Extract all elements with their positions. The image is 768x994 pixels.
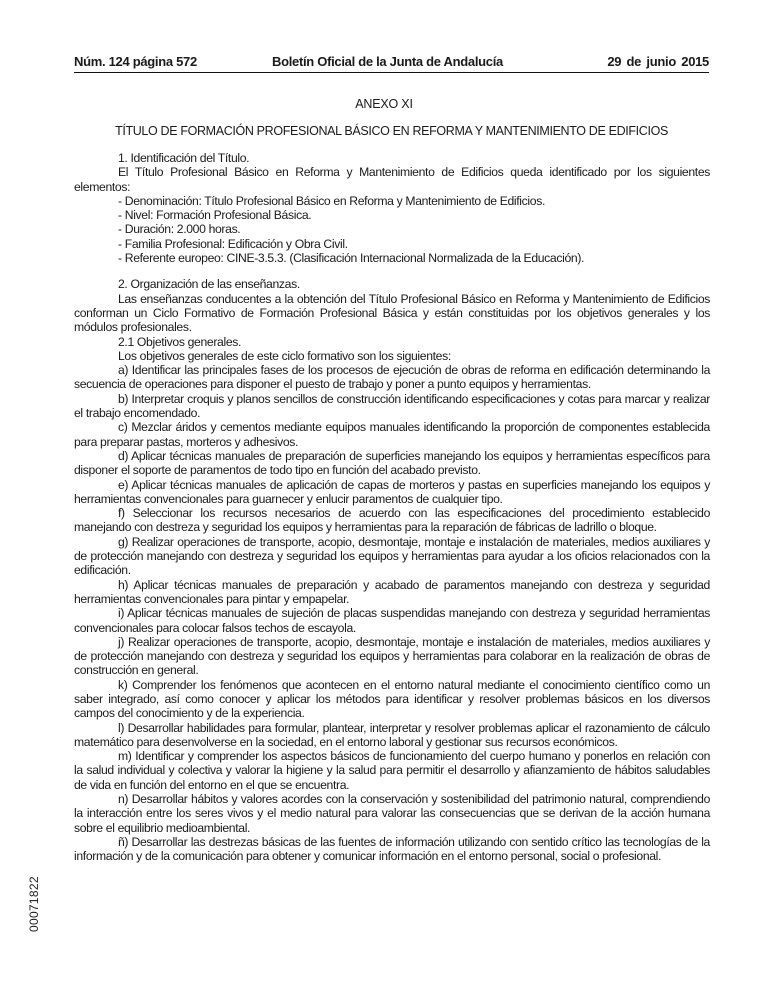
section-2-heading: 2. Organización de las enseñanzas. xyxy=(118,277,300,292)
objective-b: b) Interpretar croquis y planos sencillos de construcción identificando especificaciones y cotas para marcar y realizar el trabajo encomendado. xyxy=(74,391,710,421)
objective-g: g) Realizar operaciones de transporte, acopio, desmontaje, montaje e instalación de materiales, medios auxiliares y de protección manejando con destreza y seguridad los equipos y herramientas para ayudar a los oficios relacionados con la edificación. xyxy=(74,534,710,578)
list-item: - Duración: 2.000 horas. xyxy=(118,222,241,237)
subsection-2-1-intro: Los objetivos generales de este ciclo formativo son los siguientes: xyxy=(118,348,451,363)
objective-enye: ñ) Desarrollar las destrezas básicas de las fuentes de información utilizando con sentido crítico las tecnologías de la información y de la comunicación para obtener y comunicar información en el entorno personal, social o profesional. xyxy=(74,834,710,864)
objective-i: i) Aplicar técnicas manuales de sujeción de placas suspendidas manejando con destreza y seguridad herramientas convencionales para colocar falsos techos de escayola. xyxy=(74,606,710,635)
objective-j: j) Realizar operaciones de transporte, acopio, desmontaje, montaje e instalación de materiales, medios auxiliares y de protección manejando con destreza y seguridad los equipos y herramientas para colaborar en la realización de obras de construcción en general. xyxy=(74,634,710,678)
objective-k: k) Comprender los fenómenos que acontecen en el entorno natural mediante el conocimiento científico como un saber integrado, así como conocer y aplicar los métodos para identificar y resolver problemas básicos en los diversos campos del conocimiento y de la experiencia. xyxy=(74,677,710,721)
objective-a: a) Identificar las principales fases de los procesos de ejecución de obras de reforma en edificación determinando la secuencia de operaciones para disponer el puesto de trabajo y poner a punto equipos y herramientas. xyxy=(74,363,710,392)
objective-c: c) Mezclar áridos y cementos mediante equipos manuales identificando la proporción de componentes establecida para preparar pastas, morteros y adhesivos. xyxy=(74,420,710,449)
publication-name: Boletín Oficial de la Junta de Andalucía xyxy=(272,54,503,69)
list-item: - Nivel: Formación Profesional Básica. xyxy=(118,208,312,223)
objective-l: l) Desarrollar habilidades para formular, plantear, interpretar y resolver problemas aplicar el razonamiento de cálculo matemático para desenvolverse en la sociedad, en el entorno laboral y gestionar sus recursos económicos. xyxy=(74,720,710,749)
annex-label: ANEXO XI xyxy=(355,97,413,111)
objective-e: e) Aplicar técnicas manuales de aplicación de capas de morteros y pastas en superficies manejando los equipos y herramientas convencionales para guarnecer y enlucir paramentos de cualquier tipo. xyxy=(74,477,710,506)
document-side-code: 00071822 xyxy=(27,876,41,932)
objective-m: m) Identificar y comprender los aspectos básicos de funcionamiento del cuerpo humano y ponerlos en relación con la salud individual y colectiva y valorar la higiene y la salud para permitir el desarrollo y afianzamiento de hábitos saludables de vida en función del entorno en el que se encuentra. xyxy=(74,749,710,792)
subsection-2-1-heading: 2.1 Objetivos generales. xyxy=(118,334,242,349)
document-title: TÍTULO DE FORMACIÓN PROFESIONAL BÁSICO EN REFORMA Y MANTENIMIENTO DE EDIFICIOS xyxy=(115,124,668,138)
objective-d: d) Aplicar técnicas manuales de preparación de superficies manejando los equipos y herramientas específicos para disponer el soporte de paramentos de todo tipo en función del acabado previsto. xyxy=(74,448,710,478)
paragraph-gap xyxy=(74,265,710,277)
document-body xyxy=(74,151,710,864)
section-1-intro: El Título Profesional Básico en Reforma y Mantenimiento de Edificios queda identificado por los siguientes elementos: xyxy=(74,165,710,194)
objective-n: n) Desarrollar hábitos y valores acordes con la conservación y sostenibilidad del patrimonio natural, comprendiendo la interacción entre los seres vivos y el medio natural para valorar las consecuencias que se derivan de la acción humana sobre el equilibrio medioambiental. xyxy=(74,792,710,835)
page-header xyxy=(74,54,709,73)
list-item: - Familia Profesional: Edificación y Obra Civil. xyxy=(118,236,348,251)
list-item: - Referente europeo: CINE-3.5.3. (Clasificación Internacional Normalizada de la Educación). xyxy=(118,251,585,266)
section-1-heading: 1. Identificación del Título. xyxy=(118,151,250,165)
issue-page-number: Núm. 124 página 572 xyxy=(74,54,197,69)
section-2-intro: Las enseñanzas conducentes a la obtención del Título Profesional Básico en Reforma y Mantenimiento de Edificios conforman un Ciclo Formativo de Formación Profesional Básica y están constituidas por los objetivos generales y los módulos profesionales. xyxy=(74,291,710,335)
objective-f: f) Seleccionar los recursos necesarios de acuerdo con las especificaciones del procedimiento establecido manejando con destreza y seguridad los equipos y herramientas para la reparación de fábricas de ladrillo o bloque. xyxy=(74,506,710,535)
list-item: - Denominación: Título Profesional Básico en Reforma y Mantenimiento de Edificios. xyxy=(118,193,545,208)
objective-h: h) Aplicar técnicas manuales de preparación y acabado de paramentos manejando con destreza y seguridad herramientas convencionales para pintar y empapelar. xyxy=(74,577,710,606)
publication-date: 29 de junio 2015 xyxy=(607,54,709,69)
